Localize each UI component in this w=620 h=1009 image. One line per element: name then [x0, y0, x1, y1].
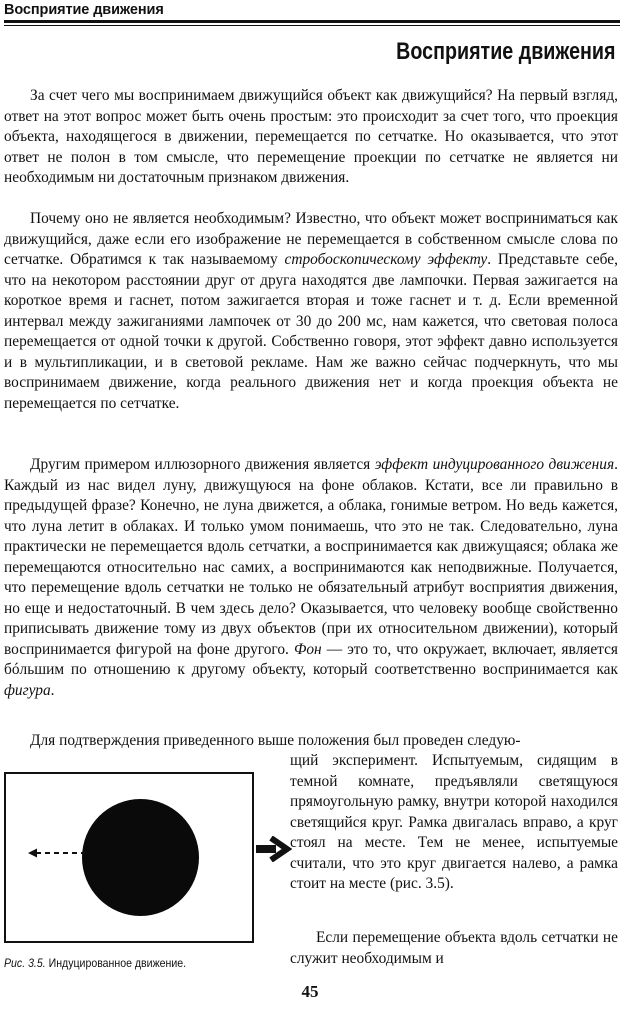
page-number: 45 — [301, 982, 319, 1001]
header-rule-thick — [4, 20, 620, 23]
term-background: Фон — [293, 640, 322, 658]
section-title: Восприятие движения — [396, 38, 616, 65]
figure-3-5 — [4, 772, 292, 968]
header-rule-thin — [4, 25, 620, 26]
paragraph-2 — [4, 209, 618, 414]
paragraph-3-text-b: . Каждый из нас видел луну, движущуюся на фоне облаков. Кстати, все ли правильно в предыдущей фразе? Конечно, не луна движется, а облака, гонимые ветром. Но ведь кажется, что луна летит в облаках. И только умом понимаешь, что это не так. Следовательно, луна практически не перемещается вдоль сетчатки, а воспринимается как движущаяся; облака же перемещаются относительно нас самих, а воспринимаются как неподвижные. Получается, что перемещение вдоль сетчатки не только не обязательный атрибут восприятия движения, но еще и недостаточный. В чем здесь дело? Оказывается, что человеку вообще свойственно приписывать движение тому из двух объектов (при их относительном движении), который воспринимается фигурой на фоне другого. — [4, 456, 618, 658]
paragraph-4-continued: щий эксперимент. Испытуемым, сидящим в темной комнате, предъявляли светящуюся прямоугольную рамку, внутри которой находился светящийся круг. Рамка двигалась вправо, а круг стоял на месте. Тем не менее, испытуемые считали, что это круг двигается налево, а рамка стоит на месте (рис. 3.5). — [290, 752, 618, 892]
paragraph-3-text-a: Другим примером иллюзорного движения является — [30, 456, 375, 473]
figure-caption — [4, 956, 186, 970]
paragraph-3-text-c: — это то, что окружает, включает, является бóльшим по отношению к другому объекту, который соответственно воспринимается как — [4, 640, 618, 678]
dashed-arrow-left-icon — [28, 847, 88, 859]
paragraph-2-text-b: . Представьте себе, что на некотором расстоянии друг от друга находятся две лампочки. Первая зажигается на короткое время и гаснет, потом зажигается вторая и тоже гаснет и т. д. Если временной интервал между зажиганиями лампочек от 30 до 200 мс, нам кажется, что световая полоса перемещается от одной точки к другой. Собственно говоря, этот эффект давно используется и в мультипликации, и в световой рекламе. Нам же важно сейчас подчеркнуть, что мы воспринимаем движение, когда реального движения нет и когда проекция объекта не перемещается по сетчатке. — [4, 251, 618, 412]
term-figure: фигура — [4, 681, 51, 699]
term-induced-motion: эффект индуцированного движения — [374, 456, 615, 473]
arrow-right-icon — [256, 836, 292, 862]
paragraph-5: Если перемещение объекта вдоль сетчатки не служит необходимым и — [290, 929, 618, 967]
paragraph-2-text-a: Почему оно не является необходимым? Известно, что объект может восприниматься как движущийся, даже если его изображение не перемещается в собственном смысле слова по сетчатке. Обратимся к так называемому — [4, 210, 618, 268]
running-head: Восприятие движения — [4, 2, 164, 18]
figure-circle — [82, 799, 199, 916]
term-stroboscopic-effect: стробоскопическому эффекту — [284, 251, 488, 268]
paragraph-4-first-line: Для подтверждения приведенного выше положения был проведен следую- — [30, 732, 521, 749]
paragraph-3-text-d: . — [50, 681, 55, 699]
figure-caption-number: Рис. 3.5. — [4, 956, 46, 970]
figure-frame — [4, 772, 254, 943]
paragraph-3 — [4, 455, 618, 701]
figure-caption-text: Индуцированное движение. — [48, 956, 187, 970]
paragraph-1: За счет чего мы воспринимаем движущийся объект как движущийся? На первый взгляд, ответ на этот вопрос может быть очень простым: это происходит за счет того, что проекция объекта, находящегося в движении, перемещается по сетчатке. Но оказывается, что этот ответ не полон в том смысле, что перемещение проекции по сетчатке не является ни необходимым ни достаточным признаком движения. — [4, 87, 618, 186]
